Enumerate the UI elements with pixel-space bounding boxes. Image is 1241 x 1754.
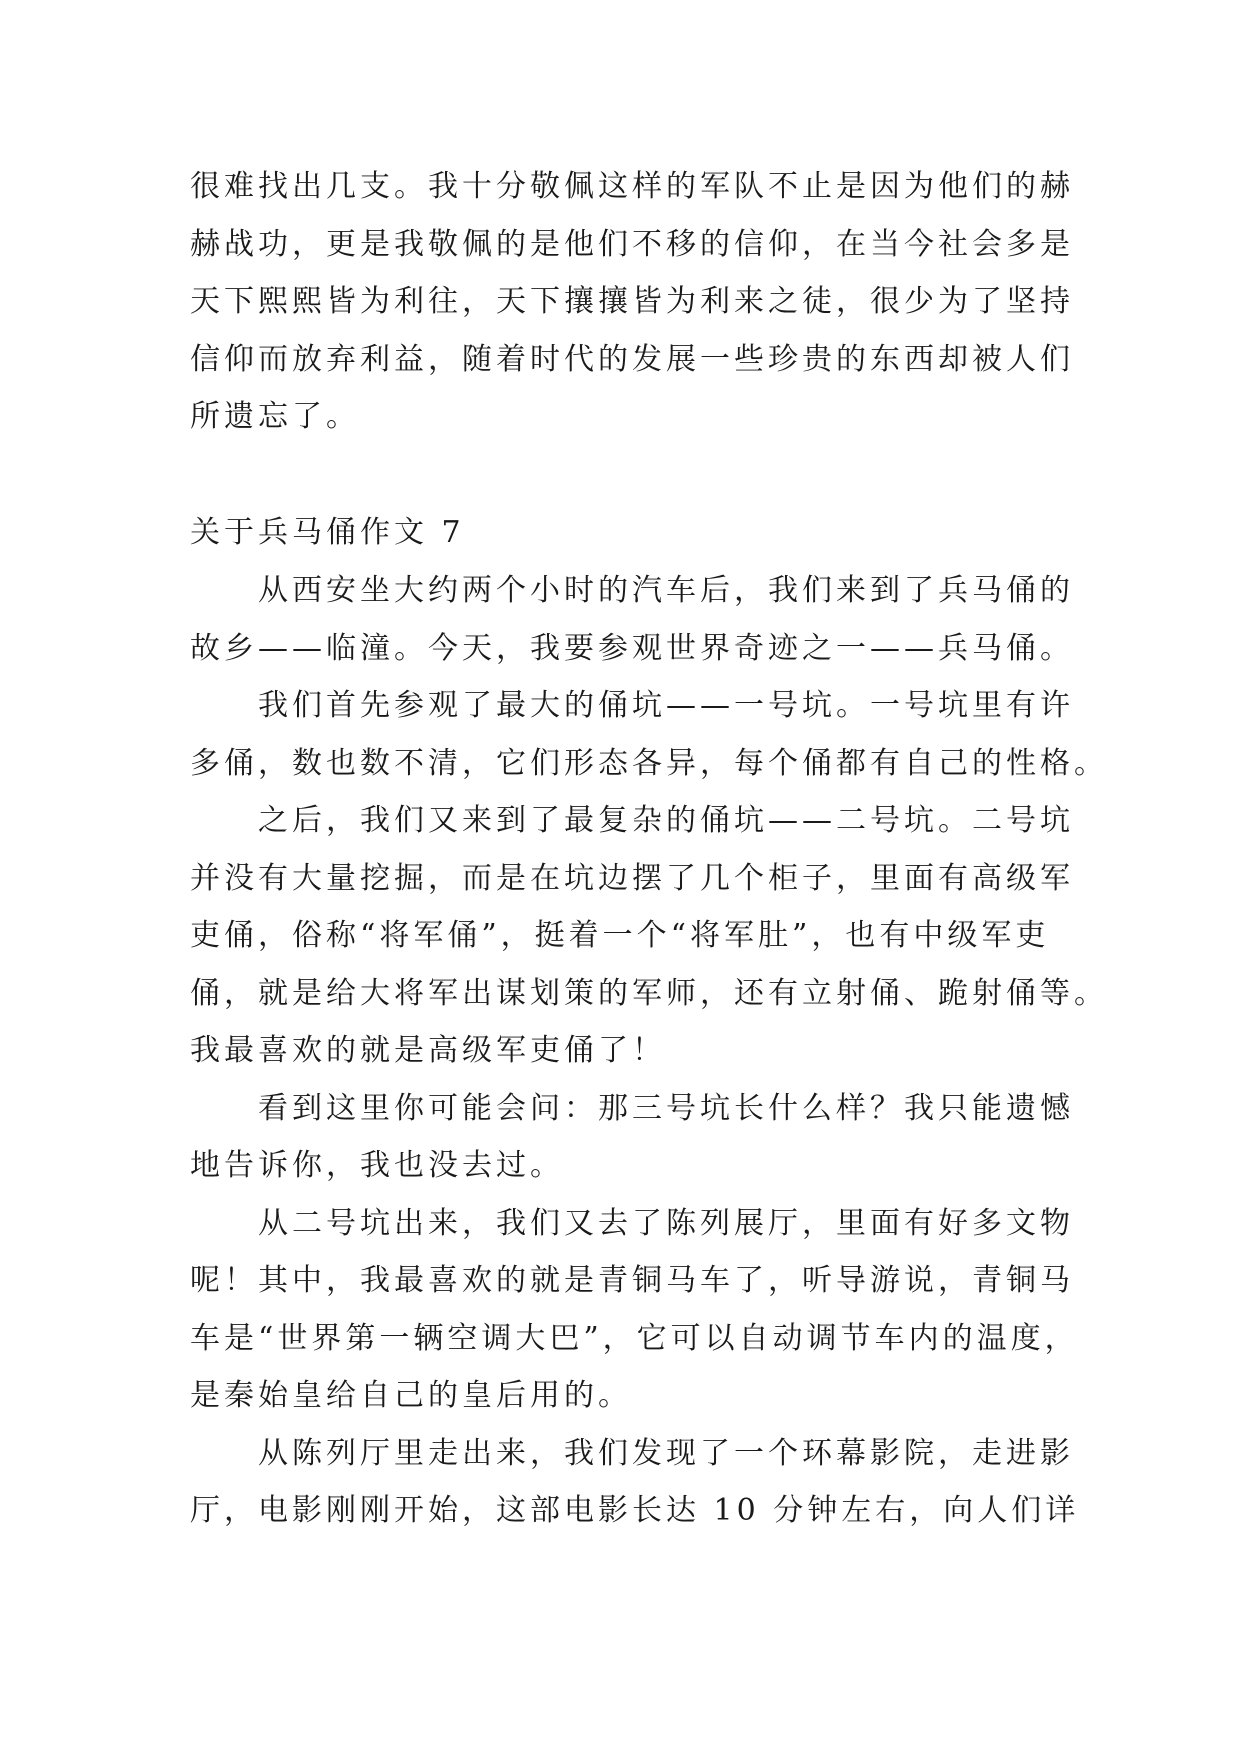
paragraph-line: 从陈列厅里走出来，我们发现了一个环幕影院，走进影 [258, 1435, 1074, 1471]
section-heading-text: 关于兵马俑作文 7 [190, 515, 465, 550]
paragraph-line: 从二号坑出来，我们又去了陈列展厅，里面有好多文物 [258, 1205, 1074, 1241]
paragraph-line: 俑，就是给大将军出谋划策的军师，还有立射俑、跪射俑等。 [190, 975, 1108, 1011]
paragraph-line: 看到这里你可能会问：那三号坑长什么样？我只能遗憾 [258, 1090, 1074, 1126]
paragraph-line: 车是“世界第一辆空调大巴”，它可以自动调节车内的温度， [190, 1320, 1079, 1356]
paragraph-line: 所遗忘了。 [190, 399, 360, 434]
paragraph-line: 很难找出几支。我十分敬佩这样的军队不止是因为他们的赫 [190, 169, 1074, 204]
paragraph-line: 多俑，数也数不清，它们形态各异，每个俑都有自己的性格。 [190, 745, 1108, 781]
paragraph-line: 我们首先参观了最大的俑坑——一号坑。一号坑里有许 [258, 688, 1074, 723]
paragraph-line: 之后，我们又来到了最复杂的俑坑——二号坑。二号坑 [258, 803, 1074, 838]
paragraph-line: 我最喜欢的就是高级军吏俑了！ [190, 1033, 666, 1068]
paragraph-line: 赫战功，更是我敬佩的是他们不移的信仰，在当今社会多是 [190, 226, 1074, 262]
paragraph-line: 厅，电影刚刚开始，这部电影长达 10 分钟左右，向人们详 [190, 1493, 1080, 1528]
top-paragraph [190, 158, 1074, 446]
paragraph-line: 地告诉你，我也没去过。 [190, 1148, 564, 1183]
paragraph-line: 并没有大量挖掘，而是在坑边摆了几个柜子，里面有高级军 [190, 860, 1074, 896]
paragraph-line: 吏俑，俗称“将军俑”，挺着一个“将军肚”，也有中级军吏 [190, 918, 1050, 953]
section-heading [190, 504, 1070, 562]
paragraph-line: 故乡——临潼。今天，我要参观世界奇迹之一——兵马俑。 [190, 630, 1074, 666]
paragraph-line: 呢！其中，我最喜欢的就是青铜马车了，听导游说，青铜马 [190, 1263, 1074, 1298]
paragraph-line: 是秦始皇给自己的皇后用的。 [190, 1378, 632, 1413]
paragraph-line: 信仰而放弃利益，随着时代的发展一些珍贵的东西却被人们 [190, 341, 1074, 377]
paragraph-line: 从西安坐大约两个小时的汽车后，我们来到了兵马俑的 [258, 573, 1074, 608]
paragraph-line: 天下熙熙皆为利往，天下攘攘皆为利来之徒，很少为了坚持 [190, 284, 1074, 319]
essay-body [190, 562, 1108, 1540]
